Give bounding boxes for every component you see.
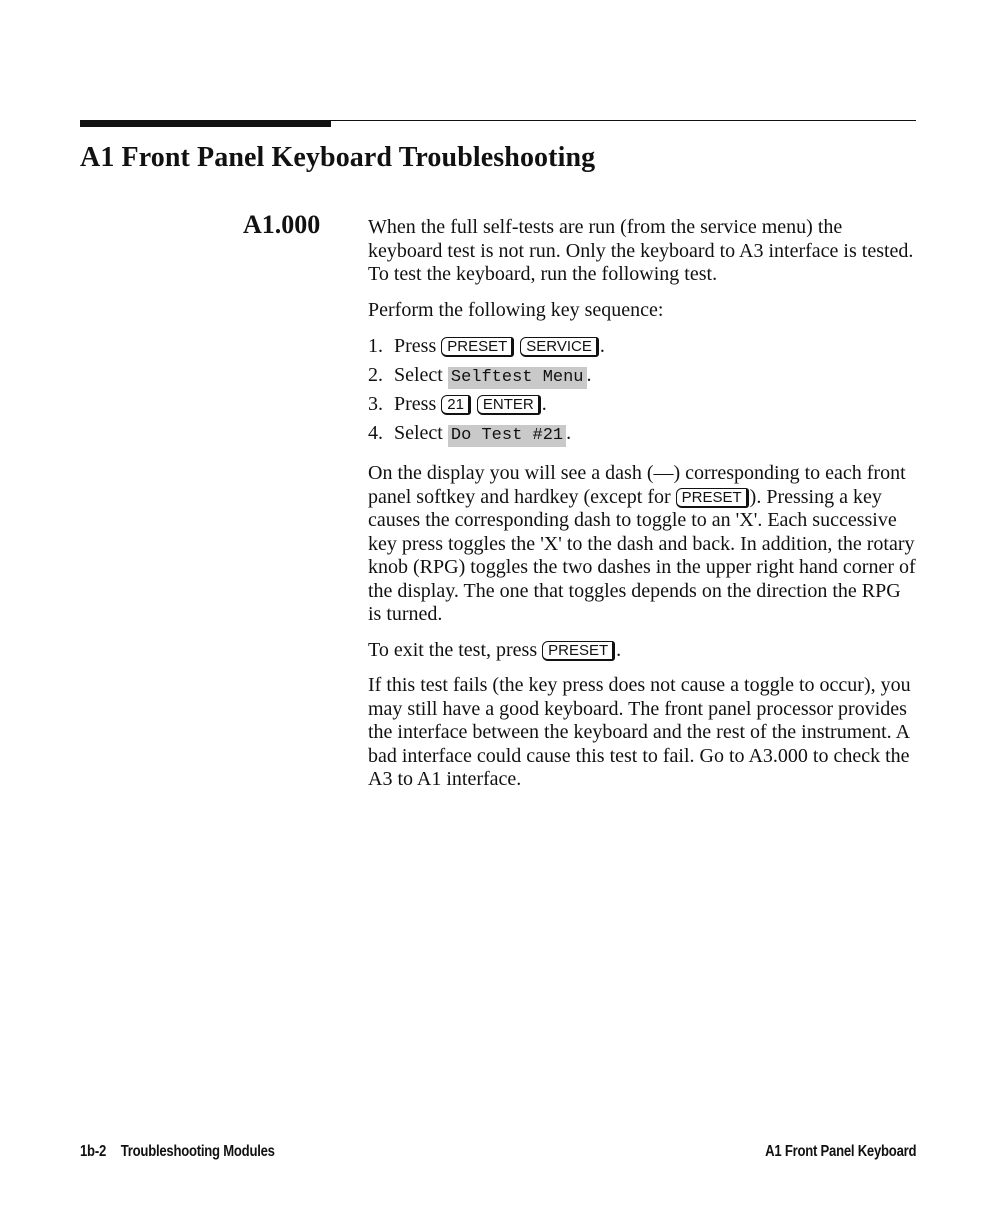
page-title: A1 Front Panel Keyboard Troubleshooting — [80, 142, 596, 173]
step-number: 3. — [368, 393, 383, 415]
page-number: 1b-2 — [80, 1143, 106, 1160]
fail-paragraph: If this test fails (the key press does not cause a toggle to occur), you may still have a good keyboard. The front panel processor provides the interface between the keyboard and the rest of the instrument. A bad interface could cause this test to fail. Go to A3.000 to check the A3 to A1 interface. — [368, 674, 911, 790]
step-verb: Press — [394, 335, 437, 357]
step-number: 1. — [368, 335, 383, 357]
sequence-intro: Perform the following key sequence: — [368, 298, 664, 321]
step-number: 4. — [368, 422, 383, 444]
do-test-21-softkey: Do Test #21 — [448, 425, 566, 447]
preset-key: PRESET — [676, 488, 749, 508]
step-2: 2. Select Selftest Menu . — [368, 364, 592, 387]
intro-paragraph: When the full self-tests are run (from the service menu) the keyboard test is not run. Only the keyboard to A3 interface is tested. To test the keyboard, run the following test. — [368, 216, 914, 285]
service-key: SERVICE — [520, 337, 599, 357]
step-3: 3. Press 21 ENTER . — [368, 393, 547, 415]
step-verb: Select — [394, 364, 443, 386]
header-rule-bar — [80, 120, 331, 127]
footer-chapter: A1 Front Panel Keyboard — [764, 1143, 916, 1160]
body-text — [368, 216, 916, 804]
number-21-key: 21 — [441, 395, 471, 415]
preset-key: PRESET — [441, 337, 514, 357]
section-number: A1.000 — [243, 210, 321, 239]
step-verb: Select — [394, 422, 443, 444]
exit-paragraph: To exit the test, press PRESET . — [368, 638, 622, 661]
enter-key: ENTER — [477, 395, 541, 415]
footer-section: Troubleshooting Modules — [120, 1143, 275, 1160]
footer-left — [80, 1143, 275, 1161]
step-4: 4. Select Do Test #21 . — [368, 422, 572, 445]
selftest-menu-softkey: Selftest Menu — [448, 367, 587, 389]
preset-key: PRESET — [542, 641, 615, 661]
step-1: 1. Press PRESET SERVICE . — [368, 335, 605, 357]
display-paragraph: On the display you will see a dash (—) corresponding to each front panel softkey and hardkey (except for PRESET ). Pressing a key causes the corresponding dash to toggle to an 'X'. Each successive key press toggles the 'X' to the dash and back. In addition, the rotary knob (RPG) toggles the two dashes in the upper right hand corner of the display. The one that toggles depends on the direction the RPG is turned. — [368, 462, 916, 625]
key-sequence-list — [368, 334, 916, 450]
step-number: 2. — [368, 364, 383, 386]
step-verb: Press — [394, 393, 437, 415]
